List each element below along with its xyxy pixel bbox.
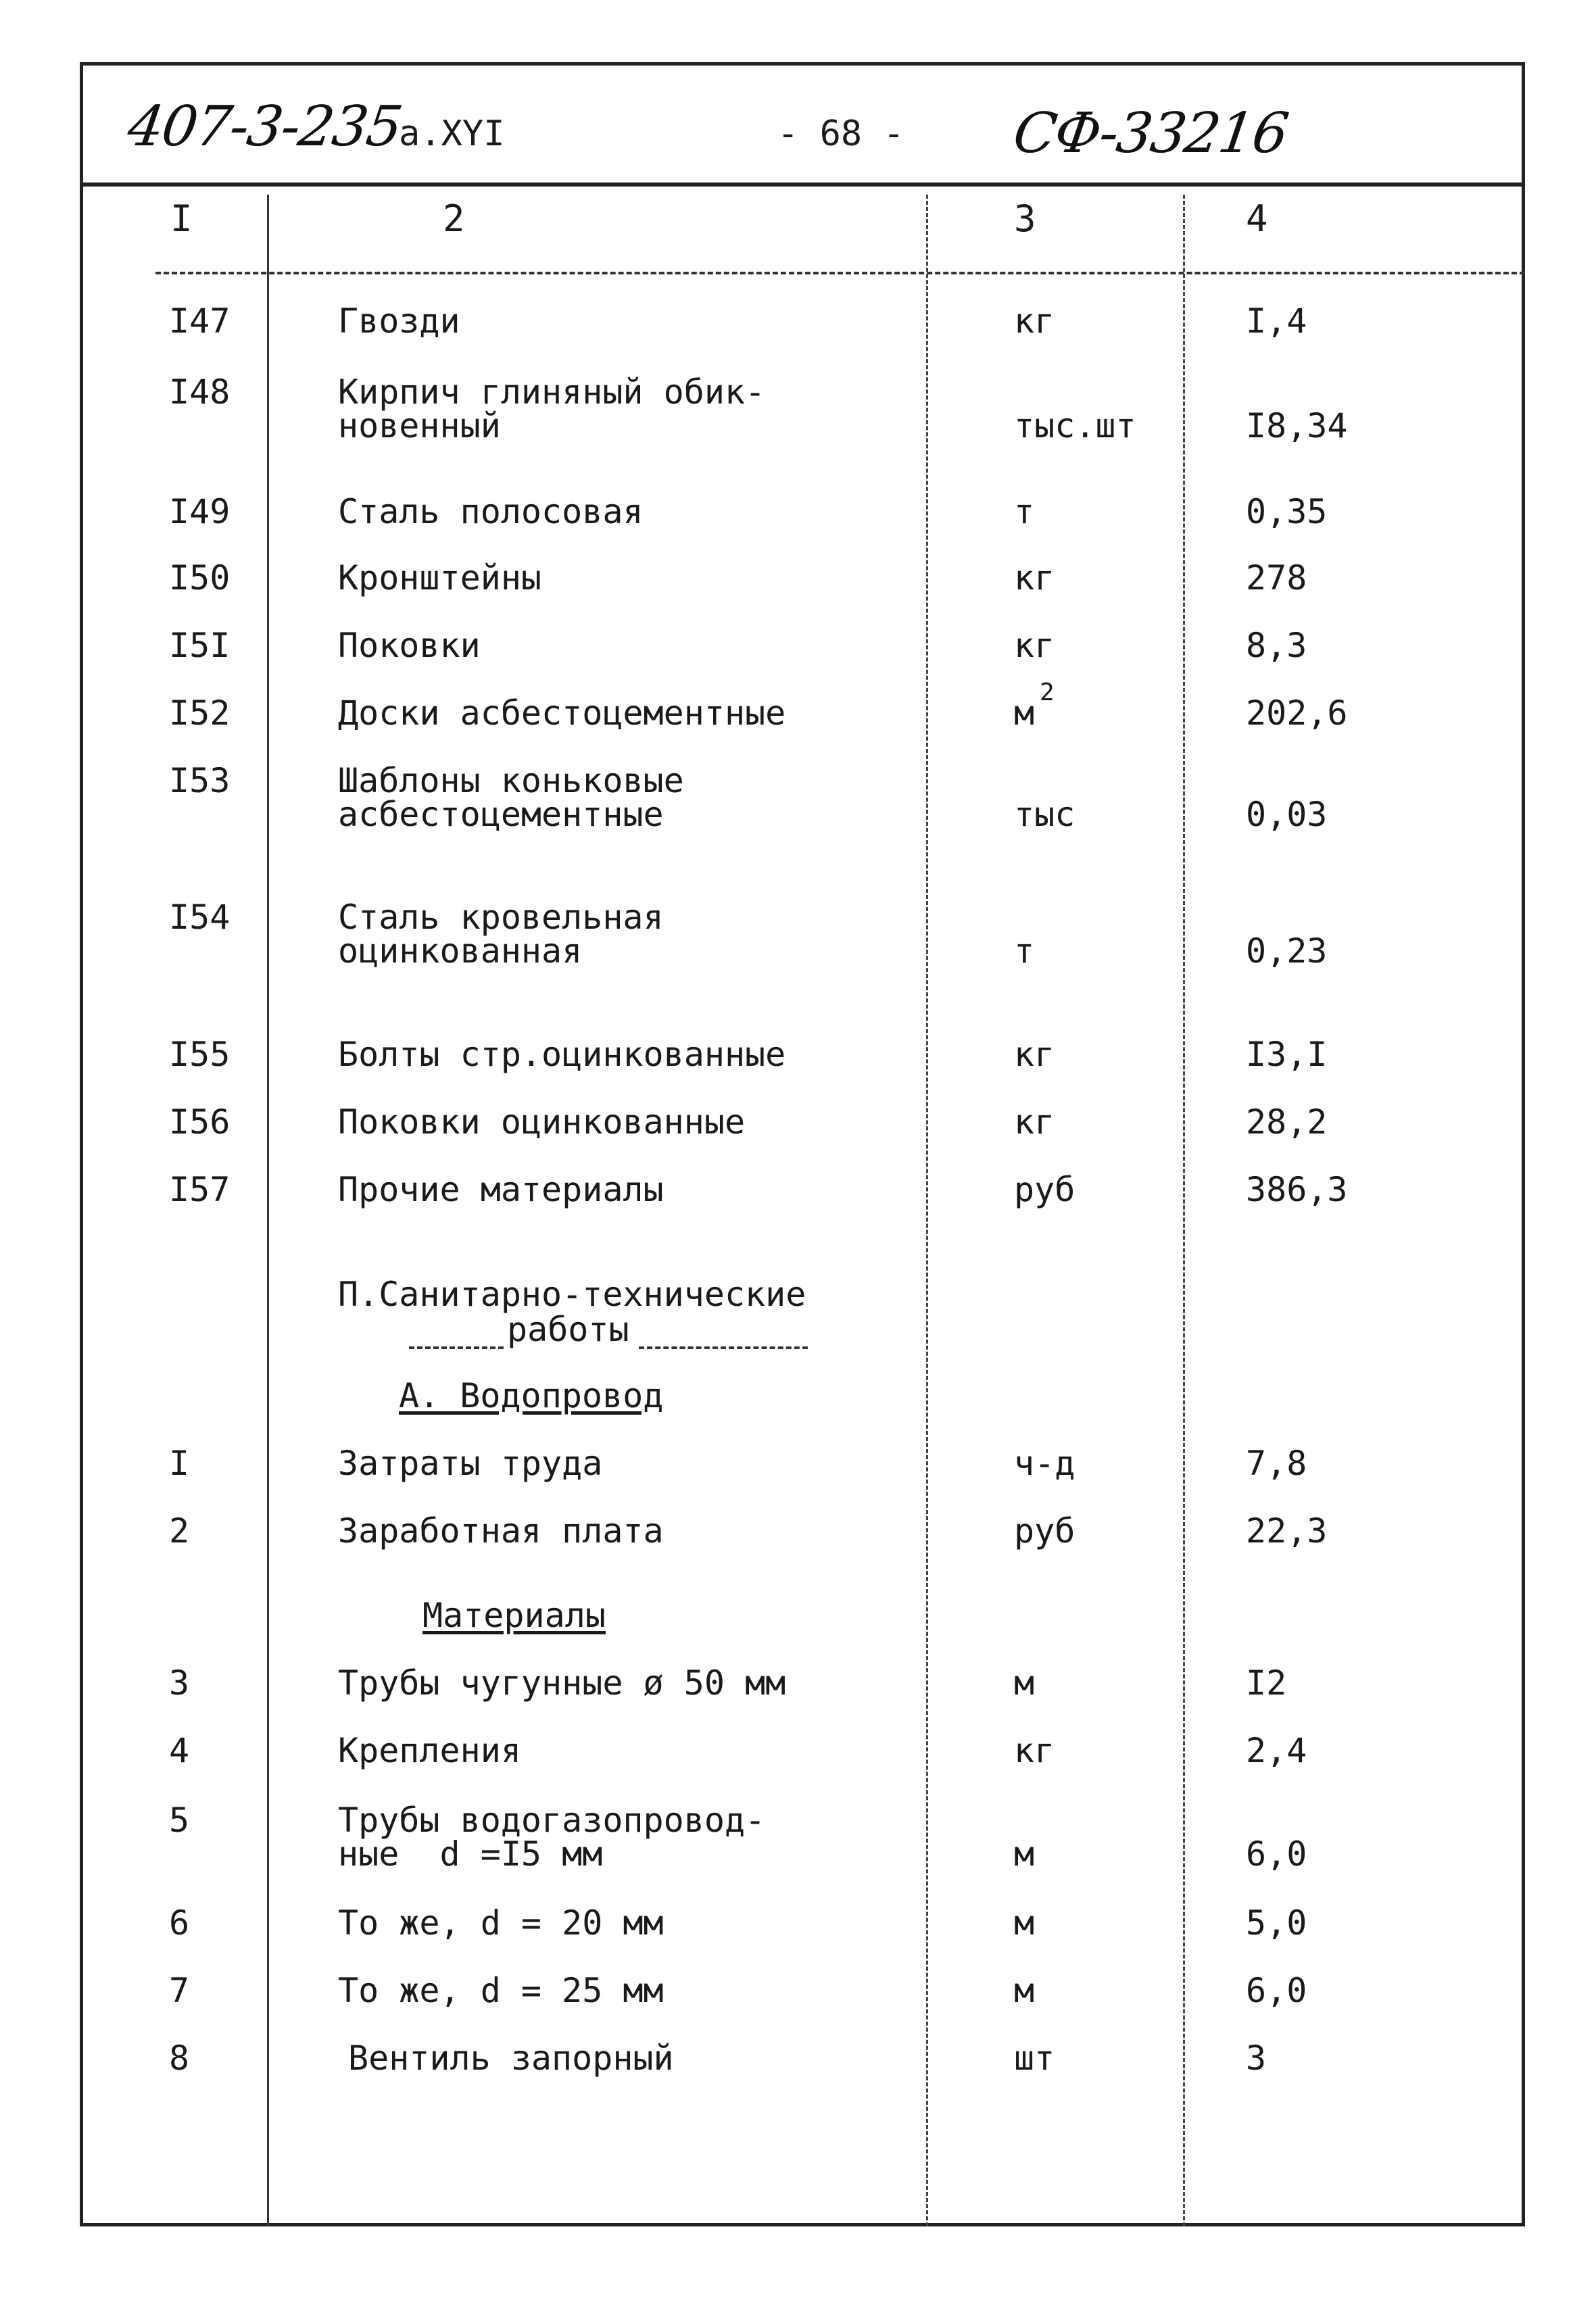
row-number: I56 <box>169 1102 231 1142</box>
row-number: I57 <box>169 1170 231 1209</box>
unit: кг <box>1014 301 1055 341</box>
quantity: 28,2 <box>1246 1102 1328 1142</box>
row-number: 5 <box>169 1801 190 1840</box>
material-name: То же, d = 25 мм <box>338 1971 664 2010</box>
quantity: 202,6 <box>1246 693 1348 733</box>
section-title: П.Санитарно-технические <box>338 1275 806 1314</box>
unit: кг <box>1014 1102 1055 1142</box>
column-divider-2 <box>926 195 928 2226</box>
column-header-4: 4 <box>1246 197 1268 240</box>
row-number: 4 <box>169 1731 190 1770</box>
quantity: I,4 <box>1246 301 1307 341</box>
section-title-rule-left <box>409 1346 504 1349</box>
row-number: I <box>169 1444 190 1483</box>
material-name: Доски асбестоцементные <box>338 693 786 733</box>
unit: руб <box>1014 1511 1075 1551</box>
quantity: 22,3 <box>1246 1511 1328 1551</box>
unit: шт <box>1014 2039 1055 2078</box>
row-number: I5I <box>169 626 231 665</box>
row-number: 8 <box>169 2039 190 2078</box>
quantity: 3 <box>1246 2039 1267 2078</box>
quantity: 6,0 <box>1246 1971 1307 2010</box>
quantity: 6,0 <box>1246 1834 1307 1874</box>
unit: м <box>1014 693 1035 733</box>
unit: м <box>1014 1903 1035 1943</box>
row-number: 2 <box>169 1511 190 1551</box>
quantity: 5,0 <box>1246 1903 1307 1943</box>
page-number: - 68 - <box>777 114 904 154</box>
section-title-continued: работы <box>507 1310 629 1349</box>
column-header-1: I <box>170 197 193 240</box>
quantity: 7,8 <box>1246 1444 1307 1483</box>
unit-superscript: 2 <box>1040 679 1055 706</box>
quantity: 0,35 <box>1246 492 1328 531</box>
page-frame <box>80 62 1525 2226</box>
quantity: 8,3 <box>1246 626 1307 665</box>
material-name: Поковки оцинкованные <box>338 1102 746 1142</box>
column-header-divider <box>155 272 1525 274</box>
material-name: Поковки <box>338 626 481 665</box>
quantity: I3,I <box>1246 1035 1328 1074</box>
material-name: Сталь кровельная оцинкованная <box>338 898 664 971</box>
material-name: Трубы чугунные ø 50 мм <box>338 1663 786 1703</box>
header-divider <box>80 182 1525 187</box>
material-name: Трубы водогазопровод- ные d =I5 мм <box>338 1801 766 1874</box>
material-name: Шаблоны коньковые асбестоцементные <box>338 761 684 834</box>
unit: м <box>1014 1663 1035 1703</box>
unit: тыс.шт <box>1014 406 1136 445</box>
quantity: 0,03 <box>1246 795 1328 834</box>
row-number: I55 <box>169 1035 231 1074</box>
quantity: 2,4 <box>1246 1731 1307 1770</box>
unit: м <box>1014 1834 1035 1874</box>
section-title-rule-right <box>639 1346 808 1349</box>
quantity: 0,23 <box>1246 931 1328 971</box>
row-number: I50 <box>169 558 231 598</box>
unit: кг <box>1014 1035 1055 1074</box>
material-name: Гвозди <box>338 301 460 341</box>
column-header-3: 3 <box>1014 197 1036 240</box>
quantity: I8,34 <box>1246 406 1348 445</box>
unit: ч-д <box>1014 1444 1075 1483</box>
row-number: I47 <box>169 301 231 341</box>
unit: т <box>1014 931 1035 971</box>
row-number: 3 <box>169 1663 190 1703</box>
material-name: То же, d = 20 мм <box>338 1903 664 1943</box>
material-name: Болты стр.оцинкованные <box>338 1035 786 1074</box>
album-label: а.XYI <box>399 114 505 154</box>
row-number: I48 <box>169 372 231 412</box>
material-name: Сталь полосовая <box>338 492 644 531</box>
quantity: 278 <box>1246 558 1307 598</box>
material-name: Прочие материалы <box>338 1170 664 1209</box>
unit: руб <box>1014 1170 1075 1209</box>
row-number: I54 <box>169 898 231 937</box>
quantity: 386,3 <box>1246 1170 1348 1209</box>
material-name: Вентиль запорный <box>348 2039 674 2078</box>
column-divider-1 <box>267 195 269 2226</box>
subsection-title: А. Водопровод <box>399 1376 664 1415</box>
column-divider-3 <box>1183 195 1185 2226</box>
material-name: Затраты труда <box>338 1444 603 1483</box>
row-number: I52 <box>169 693 231 733</box>
material-name: Кронштейны <box>338 558 542 598</box>
material-name: Кирпич глиняный обик- новенный <box>338 372 766 445</box>
quantity: I2 <box>1246 1663 1287 1703</box>
handwritten-document-code: СФ-33216 <box>1009 101 1292 166</box>
row-number: I49 <box>169 492 231 531</box>
unit: кг <box>1014 558 1055 598</box>
column-header-2: 2 <box>443 197 465 240</box>
material-name: Заработная плата <box>338 1511 664 1551</box>
material-name: Крепления <box>338 1731 521 1770</box>
row-number: 6 <box>169 1903 190 1943</box>
unit: тыс <box>1014 795 1075 834</box>
handwritten-project-code: 407-3-235 <box>124 95 406 159</box>
row-number: 7 <box>169 1971 190 2010</box>
unit: м <box>1014 1971 1035 2010</box>
unit: т <box>1014 492 1035 531</box>
materials-heading: Материалы <box>422 1596 606 1635</box>
row-number: I53 <box>169 761 231 800</box>
unit: кг <box>1014 1731 1055 1770</box>
unit: кг <box>1014 626 1055 665</box>
